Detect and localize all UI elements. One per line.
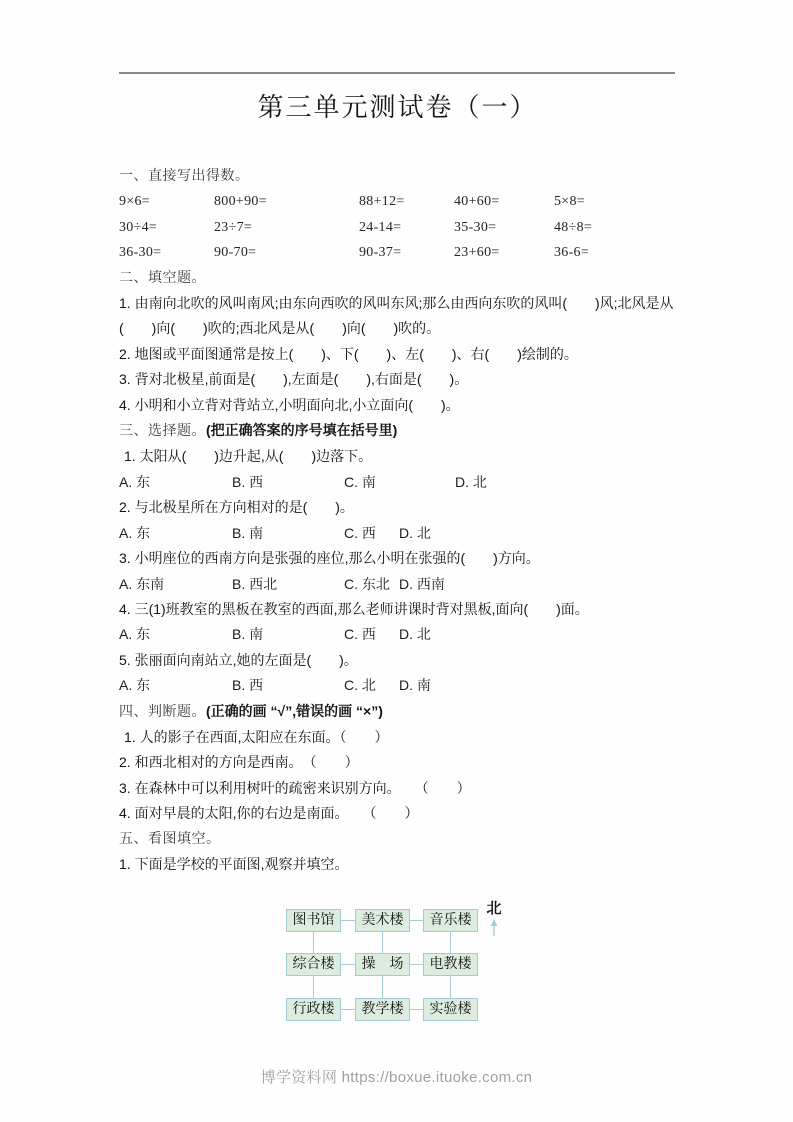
- school-map-diagram: [286, 901, 516, 1026]
- math-cell: 48÷8=: [554, 219, 593, 235]
- section-2-heading: 二、填空题。: [119, 270, 206, 286]
- section-5-heading: 五、看图填空。: [119, 831, 221, 847]
- map-connector: [450, 932, 451, 953]
- map-connector: [410, 964, 423, 965]
- north-arrow-icon: [489, 919, 499, 937]
- math-cell: 9×6=: [119, 194, 150, 210]
- section-4-heading-note: (正确的画 “√”,错误的画 “×”): [206, 702, 383, 719]
- map-connector: [341, 1009, 355, 1010]
- map-connector: [382, 932, 383, 953]
- option-b: B. 南: [232, 626, 264, 643]
- math-cell: 30÷4=: [119, 219, 158, 235]
- math-row: [119, 240, 679, 265]
- option-c: C. 东北: [344, 575, 390, 592]
- map-box-library: 图书馆: [286, 909, 341, 932]
- math-cell: 36-6=: [554, 245, 590, 261]
- compass-north: [479, 902, 509, 937]
- fill-blank-line: 2. 地图或平面图通常是按上( )、下( )、左( )、右( )绘制的。: [119, 345, 578, 362]
- map-box-playground: 操 场: [355, 953, 410, 976]
- footer-watermark: 博学资料网 https://boxue.ituoke.com.cn: [260, 1069, 533, 1086]
- math-cell: 23+60=: [454, 245, 500, 261]
- option-d: D. 北: [455, 473, 487, 490]
- option-c: C. 西: [344, 524, 376, 541]
- option-c: C. 西: [344, 626, 376, 643]
- judge-item: 1. 人的影子在西面,太阳应在东面。（ ）: [124, 728, 389, 745]
- fill-blank-line: 3. 背对北极星,前面是( ),左面是( ),右面是( )。: [119, 371, 469, 388]
- map-box-art-building: 美术楼: [355, 909, 410, 932]
- map-connector: [341, 920, 355, 921]
- map-connector: [410, 1009, 423, 1010]
- section-1-heading: 一、直接写出得数。: [119, 169, 250, 184]
- choice-question: 5. 张丽面向南站立,她的左面是( )。: [119, 651, 358, 668]
- option-a: A. 东南: [119, 575, 165, 592]
- choice-question: 3. 小明座位的西南方向是张强的座位,那么小明在张强的( )方向。: [119, 550, 540, 567]
- map-connector: [410, 920, 423, 921]
- section-3-heading: [119, 418, 679, 444]
- option-c: C. 南: [344, 473, 376, 490]
- choice-question: 1. 太阳从( )边升起,从( )边落下。: [124, 448, 373, 465]
- map-box-lab-building: 实验楼: [423, 998, 478, 1021]
- choice-options: [119, 572, 679, 597]
- option-a: A. 东: [119, 473, 151, 490]
- fill-blank-line: ( )向( )吹的;西北风是从( )向( )吹的。: [119, 320, 441, 337]
- math-cell: 800+90=: [214, 194, 267, 210]
- judge-item: 2. 和西北相对的方向是西南。 （ ）: [119, 754, 359, 771]
- choice-question: 2. 与北极星所在方向相对的是( )。: [119, 499, 354, 516]
- header-rule: [119, 72, 675, 74]
- option-a: A. 东: [119, 524, 151, 541]
- choice-options: [119, 673, 679, 698]
- map-box-teaching-building: 教学楼: [355, 998, 410, 1021]
- map-connector: [313, 932, 314, 953]
- math-cell: 23÷7=: [214, 219, 253, 235]
- option-b: B. 西北: [232, 575, 278, 592]
- judge-item: 3. 在森林中可以利用树叶的疏密来识别方向。 （ ）: [119, 779, 471, 796]
- math-cell: 5×8=: [554, 194, 585, 210]
- map-box-comprehensive-building: 综合楼: [286, 953, 341, 976]
- map-box-music-building: 音乐楼: [423, 909, 478, 932]
- test-body: [119, 164, 679, 1026]
- option-d: D. 北: [399, 626, 431, 643]
- math-row: [119, 189, 679, 214]
- math-cell: 90-37=: [359, 245, 402, 261]
- north-label: 北: [486, 901, 502, 918]
- fill-blank-line: 1. 由南向北吹的风叫南风;由东向西吹的风叫东风;那么由西向东吹的风叫( )风;北风是从: [119, 295, 674, 312]
- section-3-heading-label: 三、选择题。: [119, 424, 206, 440]
- choice-options: [119, 521, 679, 546]
- map-box-av-building: 电教楼: [423, 953, 478, 976]
- math-cell: 24-14=: [359, 219, 402, 235]
- math-cell: 40+60=: [454, 194, 500, 210]
- option-d: D. 西南: [399, 575, 445, 592]
- option-d: D. 南: [399, 677, 431, 694]
- choice-options: [119, 622, 679, 647]
- map-connector: [341, 964, 355, 965]
- choice-question: 4. 三(1)班教室的黑板在教室的西面,那么老师讲课时背对黑板,面向( )面。: [119, 600, 589, 617]
- option-c: C. 北: [344, 677, 376, 694]
- option-d: D. 北: [399, 524, 431, 541]
- option-a: A. 东: [119, 677, 151, 694]
- option-a: A. 东: [119, 626, 151, 643]
- section-4-heading-label: 四、判断题。: [119, 704, 206, 720]
- math-cell: 36-30=: [119, 245, 162, 261]
- option-b: B. 南: [232, 524, 264, 541]
- map-connector: [450, 976, 451, 998]
- option-b: B. 西: [232, 473, 264, 490]
- judge-item: 4. 面对早晨的太阳,你的右边是南面。 （ ）: [119, 805, 419, 822]
- fill-blank-line: 4. 小明和小立背对背站立,小明面向北,小立面向( )。: [119, 396, 460, 413]
- section-3-heading-note: (把正确答案的序号填在括号里): [206, 422, 398, 439]
- math-cell: 88+12=: [359, 194, 405, 210]
- page-title: 第三单元测试卷（一）: [257, 93, 538, 122]
- math-cell: 35-30=: [454, 219, 497, 235]
- math-row: [119, 215, 679, 240]
- map-box-admin-building: 行政楼: [286, 998, 341, 1021]
- section-4-heading: [119, 699, 679, 725]
- option-b: B. 西: [232, 677, 264, 694]
- choice-options: [119, 470, 679, 495]
- section-5-intro: 1. 下面是学校的平面图,观察并填空。: [119, 855, 349, 872]
- map-connector: [313, 976, 314, 998]
- math-cell: 90-70=: [214, 245, 257, 261]
- map-connector: [382, 976, 383, 998]
